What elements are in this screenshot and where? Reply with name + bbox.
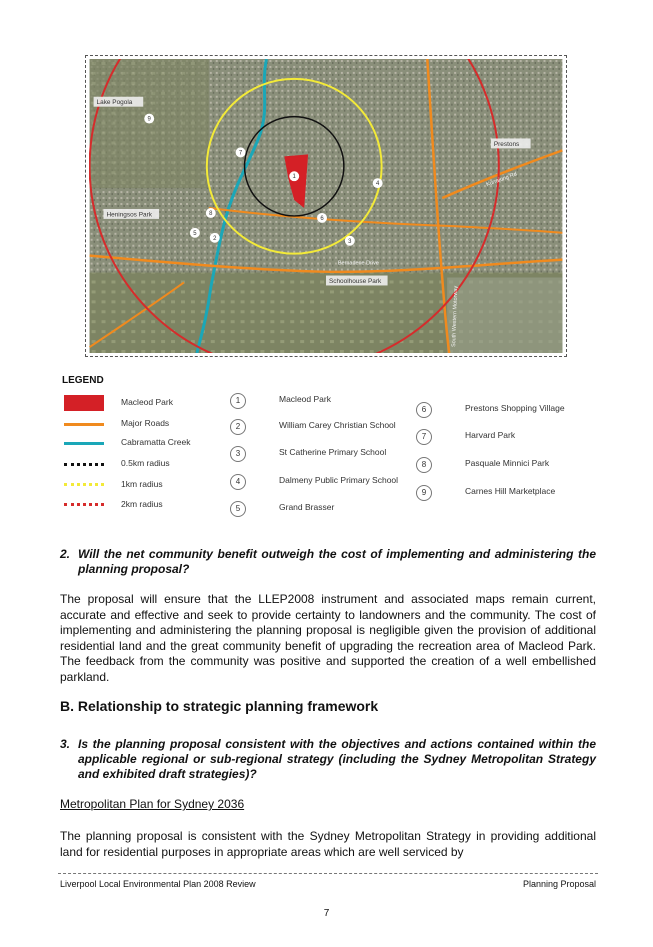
map-marker-1: 1 — [292, 174, 296, 181]
legend-symbol-macleod-park — [64, 395, 104, 411]
map-marker-3: 3 — [348, 238, 352, 245]
map-label-5: South Western Motorway — [451, 285, 460, 348]
question-number: 3. — [60, 737, 71, 751]
map-marker-8: 8 — [209, 210, 213, 217]
legend-num: 9 — [416, 485, 432, 501]
legend-num: 7 — [416, 429, 432, 445]
map-label-2: Prestons — [493, 140, 520, 148]
section-heading: B. Relationship to strategic planning framework — [60, 698, 379, 714]
legend-place: Dalmeny Public Primary School — [279, 475, 399, 485]
footer-title: Liverpool Local Environmental Plan 2008 Review — [60, 879, 256, 889]
legend-num: 8 — [416, 457, 432, 473]
map-marker-7: 7 — [238, 150, 243, 157]
answer-paragraph: The proposal will ensure that the LLEP2008 instrument and associated maps remain current, accurate and effective and seek to provide certainty to landowners and the community. The cost of implementing and administering the planning proposal is negligible given the provision of additional residential land and the great community benefit of upgrading the recreation area of Macleod Park. The feedback from the community was positive and supported the creation of a well embellished parkland. — [60, 592, 596, 684]
question-text: Will the net community benefit outweigh the cost of implementing and administering the planning proposal? — [78, 547, 596, 576]
question-text: Is the planning proposal consistent with the objectives and actions contained within the applicable regional or sub-regional strategy (including the Sydney Metropolitan Strategy and exhibited draft strategies)? — [78, 737, 596, 781]
legend-place: St Catherine Primary School — [279, 447, 387, 457]
legend-label: 2km radius — [121, 499, 163, 509]
map-marker-9: 9 — [147, 116, 151, 123]
legend-title: LEGEND — [62, 375, 104, 386]
legend-num: 1 — [230, 393, 246, 409]
legend-symbol-major-roads — [64, 423, 104, 426]
map-industrial — [447, 278, 562, 353]
legend-place: Macleod Park — [279, 394, 331, 404]
legend-label: Cabramatta Creek — [121, 437, 191, 447]
legend-label: Macleod Park — [121, 397, 173, 407]
map-label-1: Heningsos Park — [106, 211, 152, 219]
legend-num: 5 — [230, 501, 246, 517]
map-figure — [85, 55, 567, 357]
legend-place: Prestons Shopping Village — [465, 403, 565, 413]
footer-doc-type: Planning Proposal — [522, 879, 596, 889]
legend-symbol-creek — [64, 442, 104, 445]
question-2 — [60, 547, 596, 577]
question-3 — [60, 737, 596, 782]
legend-label: Major Roads — [121, 418, 170, 428]
question-number: 2. — [60, 547, 71, 561]
legend-symbol-2km — [64, 503, 104, 506]
map-label-6: Kurrajong Rd — [485, 171, 518, 189]
subheading: Metropolitan Plan for Sydney 2036 — [60, 797, 245, 811]
legend-label: 0.5km radius — [121, 458, 170, 468]
map-label-4: Bernadene Drive — [337, 260, 379, 267]
page-number: 7 — [323, 908, 330, 919]
body-paragraph: The planning proposal is consistent with the Sydney Metropolitan Strategy in providing additional land for residential purposes in appropriate areas which are well serviced by — [60, 829, 596, 859]
legend-symbol-1km — [64, 483, 104, 486]
legend-symbol-05km — [64, 463, 104, 466]
legend-num: 3 — [230, 446, 246, 462]
legend-place: William Carey Christian School — [279, 420, 396, 430]
legend-place: Carnes Hill Marketplace — [465, 486, 556, 496]
legend-num: 6 — [416, 402, 432, 418]
legend-label: 1km radius — [121, 479, 163, 489]
footer-divider — [58, 873, 598, 874]
legend-place: Harvard Park — [465, 430, 516, 440]
map-marker-5: 5 — [193, 230, 197, 237]
legend-num: 4 — [230, 474, 246, 490]
map-marker-4: 4 — [375, 181, 380, 188]
legend-place: Grand Brasser — [279, 502, 335, 512]
legend-num: 2 — [230, 419, 246, 435]
map-label-0: Lake Pogola — [96, 99, 133, 107]
aerial-map — [89, 59, 563, 353]
map-label-3: Schoolhouse Park — [328, 277, 382, 285]
map-marker-2: 2 — [213, 235, 217, 242]
legend-place: Pasquale Minnici Park — [465, 458, 550, 468]
map-marker-6: 6 — [320, 215, 324, 222]
